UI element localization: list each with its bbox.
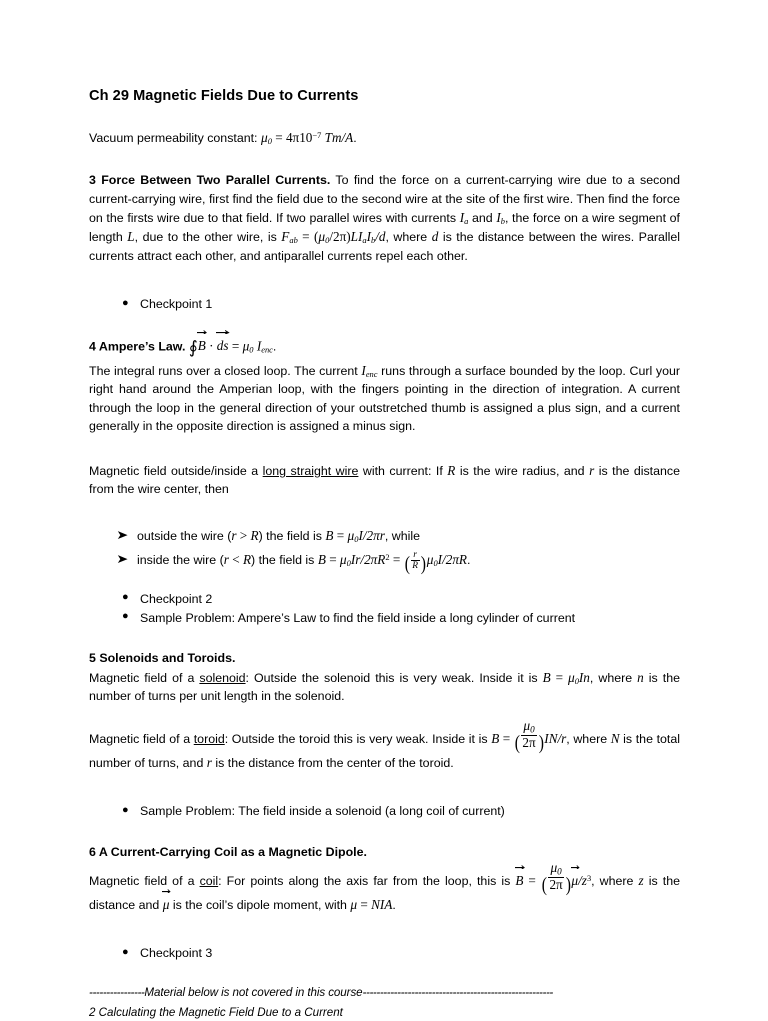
z-exponent: 3 bbox=[586, 873, 592, 884]
permeability-value: 4π10 bbox=[285, 129, 313, 145]
symbol-r: r bbox=[206, 754, 212, 770]
greater-than-operator: > bbox=[236, 528, 251, 544]
equation-mu: μ bbox=[318, 229, 326, 245]
list-item-label: Sample Problem: The field inside a solenoid (a long coil of current) bbox=[140, 804, 505, 819]
fraction-numerator: $\mu_0$ bbox=[521, 719, 537, 736]
section-5-heading: 5 Solenoids and Toroids. bbox=[89, 651, 236, 666]
permeability-exponent: −7 bbox=[312, 129, 322, 140]
symbol-r: r bbox=[223, 552, 229, 568]
section-3-body-3: , the force on a wire segment of length bbox=[89, 210, 680, 245]
spacer bbox=[89, 821, 680, 843]
section-3-body-6: is the distance between the wires. Parallel currents attract each other, and antiparallel currents repel each other. bbox=[89, 230, 681, 263]
less-than-operator: < bbox=[228, 552, 243, 568]
section-4-body-2: runs through a surface bounded by the loop. Curl your right hand around the Amperian loop, with the fingers pointing in the direction of integration. A current through the loop in the general direction of your outstretched thumb is assigned a plus sign, and a current generally in the opposite direction is assigned a minus sign. bbox=[89, 363, 680, 433]
section-5-heading-line bbox=[89, 649, 680, 667]
vector-arrow-icon bbox=[515, 865, 525, 871]
vector-mu-2: μ bbox=[163, 895, 170, 915]
symbol-I2: I bbox=[437, 552, 443, 568]
left-paren: ( bbox=[541, 874, 547, 897]
right-paren: ) bbox=[538, 732, 544, 755]
section-3-paragraph bbox=[89, 171, 680, 265]
section-4-bullet-list bbox=[89, 590, 680, 628]
spacer bbox=[89, 512, 680, 524]
footer-subtitle: 2 Calculating the Magnetic Field Due to a Current bbox=[89, 1006, 343, 1020]
equation-b-sub: b bbox=[370, 235, 376, 246]
equation-mu-sub: 0 bbox=[325, 235, 330, 246]
arrow-text-4: , while bbox=[384, 529, 420, 544]
coil-text-3: , where bbox=[591, 874, 639, 889]
equals-sign: = bbox=[523, 873, 541, 889]
arrow-bullet-icon: ➤ bbox=[116, 550, 129, 566]
equation-2pi: /2π) bbox=[329, 229, 351, 245]
section-3-body-4: , due to the other wire, is bbox=[134, 230, 282, 245]
section-3-body-5: , where bbox=[385, 230, 432, 245]
vector-arrow-icon bbox=[571, 865, 580, 871]
solenoid-paragraph bbox=[89, 668, 680, 706]
list-item-label: Sample Problem: Ampere’s Law to find the field inside a long cylinder of current bbox=[140, 610, 576, 625]
mu-symbol: μ bbox=[350, 896, 358, 912]
lsw-text-2: with current: If bbox=[358, 463, 448, 478]
equals-sign: = bbox=[550, 669, 568, 685]
fraction-mu0-over-2pi bbox=[548, 861, 564, 892]
list-item bbox=[89, 590, 680, 609]
symbol-Ir: Ir bbox=[350, 552, 361, 568]
fraction-numerator: r bbox=[411, 550, 420, 561]
solenoid-text-4: is the number of turns per unit length in the solenoid. bbox=[89, 670, 681, 704]
bullet-icon: ● bbox=[122, 945, 129, 958]
dot-product-operator: · bbox=[205, 338, 217, 354]
symbol-R: R bbox=[242, 552, 252, 568]
fraction-denominator: 2π bbox=[549, 877, 563, 893]
section-3-bullet-list bbox=[89, 295, 680, 314]
equation-I2: I bbox=[366, 229, 371, 245]
symbol-N: N bbox=[610, 731, 620, 747]
symbol-B: B bbox=[325, 528, 334, 544]
symbol-Ib: I bbox=[496, 209, 501, 225]
list-item-label: Checkpoint 1 bbox=[140, 297, 213, 312]
vector-B: B bbox=[198, 336, 206, 355]
solenoid-underlined-term: solenoid bbox=[199, 670, 246, 685]
symbol-NIA: NIA bbox=[371, 896, 393, 912]
equals-sign: = bbox=[228, 338, 243, 354]
symbol-r: r bbox=[589, 462, 595, 478]
vacuum-permeability-paragraph bbox=[89, 128, 680, 148]
formula-exponent: 2 bbox=[385, 552, 390, 563]
long-straight-wire-paragraph bbox=[89, 461, 680, 499]
spacer bbox=[89, 786, 680, 802]
fraction-mu0-over-2pi bbox=[521, 719, 537, 750]
spacer bbox=[89, 574, 680, 590]
vacuum-permeability-label: Vacuum permeability constant: bbox=[89, 130, 261, 145]
toroid-text-1: Magnetic field of a bbox=[89, 732, 194, 747]
lsw-text-3: is the wire radius, and bbox=[455, 463, 590, 478]
spacer bbox=[89, 928, 680, 944]
arrow-bullet-icon: ➤ bbox=[116, 526, 129, 542]
symbol-I: I bbox=[358, 528, 363, 544]
section-3-heading: 3 Force Between Two Parallel Currents. bbox=[89, 173, 331, 188]
field-formula-list bbox=[89, 524, 680, 576]
arrow-text-1: inside the wire ( bbox=[137, 553, 224, 568]
list-item bbox=[89, 944, 680, 963]
right-paren: ) bbox=[565, 874, 571, 897]
section-6-heading-line bbox=[89, 843, 680, 861]
list-item bbox=[89, 524, 680, 548]
toroid-underlined-term: toroid bbox=[193, 732, 225, 747]
equals-sign: = bbox=[271, 129, 286, 145]
symbol-B: B bbox=[317, 552, 326, 568]
bullet-icon: ● bbox=[122, 591, 129, 604]
fraction-numerator-sub: 0 bbox=[530, 724, 535, 735]
section-3-body-1: To find the force on a current-carrying wire due to a second current-carrying wire, first find the field due to the second wire at the site of the first wire. Then find the force on the firsts wire due to that field. If two parallel wires with currents bbox=[89, 173, 680, 225]
symbol-In: In bbox=[578, 669, 590, 685]
symbol-R: R bbox=[250, 528, 259, 544]
vector-B: B bbox=[515, 871, 523, 890]
list-item bbox=[89, 609, 680, 628]
right-paren: ) bbox=[420, 553, 426, 576]
spacer bbox=[89, 627, 680, 649]
toroid-text-3: , where bbox=[566, 732, 611, 747]
mu-symbol: μ bbox=[567, 669, 575, 685]
fraction-r-over-R bbox=[411, 550, 420, 571]
spacer bbox=[89, 279, 680, 295]
section-5-bullet-list bbox=[89, 802, 680, 821]
equation-over-d: /d bbox=[375, 229, 386, 245]
arrow-text-4: . bbox=[466, 553, 471, 568]
solenoid-text-2: : Outside the solenoid this is very weak. Inside it is bbox=[245, 670, 543, 685]
mu-symbol: μ bbox=[260, 129, 268, 145]
toroid-text-5: is the distance from the center of the toroid. bbox=[211, 755, 454, 770]
section-6-heading: 6 A Current-Carrying Coil as a Magnetic Dipole. bbox=[89, 845, 367, 860]
page-title: Ch 29 Magnetic Fields Due to Currents bbox=[89, 88, 359, 104]
fraction-numerator: $\mu_0$ bbox=[548, 861, 564, 878]
equals-sign-2: = bbox=[357, 896, 372, 912]
toroid-paragraph bbox=[89, 719, 680, 772]
over-r: /r bbox=[557, 731, 567, 747]
list-item bbox=[89, 802, 680, 821]
over-z: /z bbox=[578, 873, 587, 889]
mu-subscript: 0 bbox=[267, 135, 272, 146]
bullet-icon: ● bbox=[122, 610, 129, 623]
mu-subscript-2: 0 bbox=[433, 558, 438, 569]
equation-a-sub: a bbox=[362, 235, 367, 246]
equation-F: F bbox=[281, 229, 290, 245]
fraction-numerator-sub: 0 bbox=[557, 866, 562, 877]
spacer bbox=[89, 963, 680, 985]
symbol-IN: IN bbox=[544, 731, 558, 747]
equals-sign: = bbox=[499, 731, 514, 747]
permeability-units: Tm/A bbox=[321, 129, 354, 145]
section-4-body-1: The integral runs over a closed loop. The current bbox=[89, 363, 362, 378]
section-4-body-paragraph bbox=[89, 361, 680, 435]
mu-subscript: 0 bbox=[249, 344, 254, 355]
coil-text-4: is the distance and bbox=[89, 874, 680, 912]
contour-integral-icon: ∮ bbox=[188, 337, 198, 358]
arrow-text-3: ) the field is bbox=[258, 529, 326, 544]
symbol-d: d bbox=[431, 229, 439, 245]
vector-arrow-icon bbox=[197, 330, 207, 336]
vector-mu: μ bbox=[571, 871, 578, 891]
formula-denominator: /2πr bbox=[362, 528, 385, 544]
dashes-left: ---------------- bbox=[89, 986, 145, 1000]
symbol-z: z bbox=[638, 873, 644, 889]
equation-LI: LI bbox=[350, 229, 363, 245]
lsw-underlined-term: long straight wire bbox=[262, 463, 359, 478]
mu-symbol: μ bbox=[242, 338, 250, 354]
equation-period: . bbox=[272, 339, 277, 354]
symbol-Ib-sub: b bbox=[500, 215, 505, 226]
formula-denominator: /2πR bbox=[360, 552, 386, 568]
equation-equals-paren: = ( bbox=[297, 229, 319, 245]
I-enclosed: I bbox=[253, 338, 262, 354]
toroid-text-2: : Outside the toroid this is very weak. Inside it is bbox=[224, 732, 492, 747]
list-item-label: Checkpoint 2 bbox=[140, 591, 213, 606]
lsw-text-1: Magnetic field outside/inside a bbox=[89, 463, 263, 478]
solenoid-text-3: , where bbox=[589, 670, 638, 685]
bullet-icon: ● bbox=[122, 296, 129, 309]
mu-subscript: 0 bbox=[354, 534, 359, 545]
list-item bbox=[89, 295, 680, 314]
symbol-Ia: I bbox=[459, 209, 465, 225]
vector-arrow-icon bbox=[162, 889, 171, 895]
section-6-bullet-list bbox=[89, 944, 680, 963]
list-item bbox=[89, 548, 680, 576]
symbol-Ienc-sub: enc bbox=[365, 369, 378, 380]
symbol-L: L bbox=[127, 229, 135, 245]
symbol-r: r bbox=[231, 528, 237, 544]
mu-subscript: 0 bbox=[346, 558, 351, 569]
equals-sign-2: = bbox=[389, 552, 404, 568]
mu-subscript: 0 bbox=[574, 675, 579, 686]
coil-text-2: : For points along the axis far from the loop, this is bbox=[218, 874, 516, 889]
coil-dipole-paragraph bbox=[89, 861, 680, 914]
equals-sign: = bbox=[325, 552, 340, 568]
toroid-text-4: is the total number of turns, and bbox=[89, 732, 680, 770]
permeability-period: . bbox=[353, 130, 357, 145]
equals-sign: = bbox=[333, 528, 348, 544]
mu-symbol: μ bbox=[347, 528, 355, 544]
I-enclosed-sub: enc bbox=[261, 344, 273, 355]
equation-F-sub: ab bbox=[289, 235, 298, 246]
spacer bbox=[89, 314, 680, 336]
section-4-heading-line bbox=[89, 336, 680, 361]
left-paren: ( bbox=[514, 732, 520, 755]
fraction-denominator: 2π bbox=[522, 735, 536, 751]
left-paren: ( bbox=[404, 553, 410, 576]
coil-underlined-term: coil bbox=[199, 874, 219, 889]
arrow-text-3: ) the field is bbox=[251, 553, 318, 568]
formula-denominator-2: /2πR bbox=[442, 552, 467, 568]
symbol-R: R bbox=[447, 462, 456, 478]
symbol-Ia-sub: a bbox=[464, 215, 469, 226]
symbol-Ienc: I bbox=[361, 362, 366, 378]
coil-text-5: is the coil’s dipole moment, with bbox=[169, 897, 351, 912]
document-body bbox=[89, 88, 680, 1021]
coil-text-6: . bbox=[392, 897, 396, 912]
symbol-n: n bbox=[637, 669, 644, 685]
symbol-B: B bbox=[491, 731, 500, 747]
arrow-text-1: outside the wire ( bbox=[137, 529, 232, 544]
fraction-denominator: R bbox=[412, 561, 419, 572]
symbol-B: B bbox=[542, 669, 551, 685]
lsw-text-4: is the distance from the wire center, then bbox=[89, 463, 680, 497]
dashes-right: ------------------------------------------------------- bbox=[362, 986, 553, 1000]
coil-text-1: Magnetic field of a bbox=[89, 874, 200, 889]
solenoid-text-1: Magnetic field of a bbox=[89, 670, 200, 685]
bullet-icon: ● bbox=[122, 803, 129, 816]
footer-note-text: Material below is not covered in this course bbox=[144, 986, 363, 1000]
section-4-heading: 4 Ampere’s Law. bbox=[89, 339, 186, 354]
spacer bbox=[89, 449, 680, 461]
list-item-label: Checkpoint 3 bbox=[140, 946, 213, 961]
mu-symbol-2: μ bbox=[426, 552, 434, 568]
vector-arrow-icon bbox=[216, 330, 230, 336]
mu-symbol: μ bbox=[339, 552, 347, 568]
vector-ds: ds bbox=[217, 336, 229, 355]
section-3-body-2: and bbox=[468, 210, 497, 225]
spacer bbox=[89, 161, 680, 171]
